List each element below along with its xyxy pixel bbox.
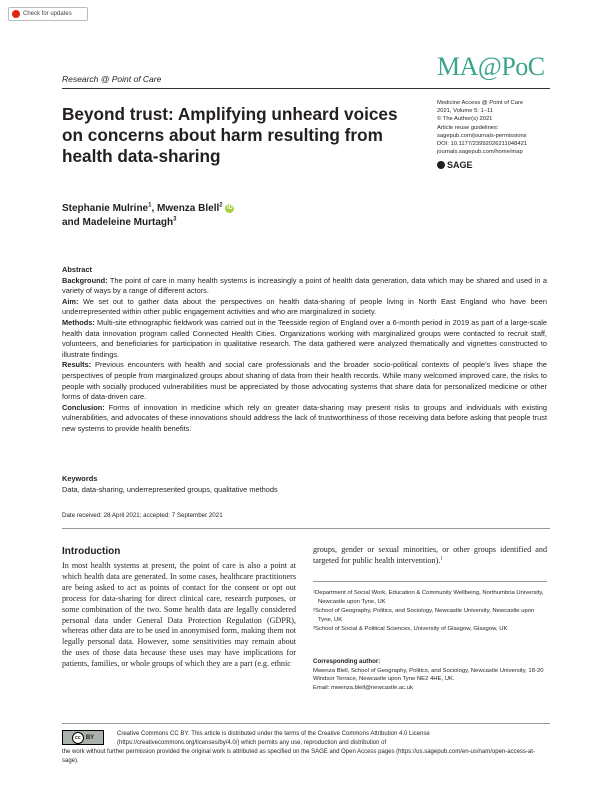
reuse-link[interactable]: sagepub.com/journals-permissions xyxy=(437,132,527,139)
cc-icon: cc xyxy=(72,732,84,744)
aim-text: We set out to gather data about the perspectives on health data-sharing of people living in North East England who have been underrepresented within other public engagement activities and who are marginalized in society. xyxy=(62,296,547,317)
license-text-1: Creative Commons CC BY: This article is distributed under the terms of the Creative Commons Attribution 4.0 License (https://creativecommons.org/licenses/by/4.0/) which permits any use, reproduction and distribution of xyxy=(117,731,430,746)
orcid-icon[interactable]: iD xyxy=(226,204,233,211)
intro-column-2 xyxy=(313,545,547,567)
dates-rule xyxy=(62,528,550,529)
article-meta xyxy=(437,99,557,156)
affiliation-1: ¹Department of Social Work, Education & Community Wellbeing, Northumbria University, Newcastle upon Tyne, UK xyxy=(313,590,544,605)
sage-icon xyxy=(437,161,445,169)
cc-by-badge[interactable] xyxy=(62,730,104,745)
methods-label: Methods: xyxy=(62,317,95,327)
author-2-affil: 2 xyxy=(219,202,223,209)
affiliations xyxy=(313,589,547,635)
keywords-heading: Keywords xyxy=(62,474,98,483)
background-label: Background: xyxy=(62,275,108,285)
corresponding-author xyxy=(313,658,547,692)
results-text: Previous encounters with health and social care professionals and the broader socio-political contexts of people’s lives shape the perspectives of people from marginalized groups about sharing of data from their health records. While many welcomed improved care, the risks to people with socially produced vulnerabilities must be appreciated by those advocating systems that share data for personalized medicine or other forms of data-driven care. xyxy=(62,360,547,402)
conclusion-label: Conclusion: xyxy=(62,402,105,412)
publisher-name: SAGE xyxy=(447,160,473,170)
author-1-affil: 1 xyxy=(148,202,152,209)
author-2: Mwenza Blell xyxy=(157,203,220,214)
copyright: © The Author(s) 2021 xyxy=(437,116,493,123)
author-3: and Madeleine Murtagh xyxy=(62,217,174,228)
author-separator: , xyxy=(151,203,158,214)
journal-name: Medicine Access @ Point of Care xyxy=(437,100,524,106)
corresponding-text: Mwenza Blell, School of Geography, Politics, and Sociology, Newcastle University, 18-20 Windsor Terrace, Newcastle upon Tyne NE2 4HE, UK. xyxy=(313,667,544,683)
badge-label: Check for updates xyxy=(23,11,72,17)
dates: Date received: 28 April 2021; accepted: 7 September 2021 xyxy=(62,512,223,519)
check-for-updates-badge[interactable] xyxy=(8,7,88,21)
license-rule xyxy=(62,723,550,724)
header-rule xyxy=(62,88,550,89)
affiliation-2: ²School of Geography, Politics, and Sociology, Newcastle University, Newcastle upon Tyne, UK xyxy=(313,608,535,623)
authors xyxy=(62,202,362,230)
intro-column-2-text: groups, gender or sexual minorities, or other groups identified and targeted for public health intervention). xyxy=(313,545,547,565)
abstract-heading: Abstract xyxy=(62,265,92,274)
background-text: The point of care in many health systems is increasingly a point of health data generation, data which may be shared and used in a variety of ways by a range of different actors. xyxy=(62,275,547,296)
conclusion-text: Forms of innovation in medicine which rely on greater data-sharing may present risks to groups and individuals with existing vulnerabilities, and advocates of these innovations should address the lack of trustworthiness of those receiving data before asking that people trust new systems to provide health benefits. xyxy=(62,402,547,433)
abstract xyxy=(62,265,547,435)
affiliations-rule xyxy=(313,581,547,582)
journal-home-link[interactable]: journals.sagepub.com/home/map xyxy=(437,149,523,156)
author-1: Stephanie Mulrine xyxy=(62,203,149,214)
corresponding-heading: Corresponding author: xyxy=(313,658,381,665)
section-label: Research @ Point of Care xyxy=(62,74,162,84)
results-label: Results: xyxy=(62,360,92,370)
introduction-heading: Introduction xyxy=(62,546,121,557)
crossmark-icon xyxy=(12,10,20,18)
keywords-text: Data, data-sharing, underrepresented groups, qualitative methods xyxy=(62,484,278,494)
doi[interactable]: DOI: 10.1177/23992026211048421 xyxy=(437,141,528,148)
license-text-2: the work without further permission provided the original work is attributed as specified on the SAGE and Open Access pages (https://us.sagepub.com/en-us/nam/open-access-at-sage). xyxy=(62,749,535,764)
methods-text: Multi-site ethnographic fieldwork was carried out in the Teesside region of England over a 6-month period in 2019 as part of a large-scale health data innovation program called Connected Health Cities. Organizations working with marginalized groups were contacted to recruit staff, volunteers, and beneficiaries for participation in qualitative research. The data gathered were analyzed thematically and vignettes constructed to illustrate findings. xyxy=(62,317,547,359)
reuse-label: Article reuse guidelines: xyxy=(437,124,499,131)
journal-logo: MA@PoC xyxy=(437,52,545,81)
aim-label: Aim: xyxy=(62,296,79,306)
affiliation-3: ³School of Social & Political Sciences, University of Glasgow, Glasgow, UK xyxy=(313,626,508,633)
keywords xyxy=(62,474,547,495)
corresponding-email[interactable]: Email: mwenza.blell@newcastle.ac.uk xyxy=(313,684,413,691)
cc-badge-label: BY xyxy=(85,734,95,741)
publisher-logo xyxy=(437,160,473,170)
citation-1[interactable]: 1 xyxy=(440,556,443,562)
volume: 2021, Volume 5: 1–11 xyxy=(437,108,493,115)
article-title: Beyond trust: Amplifying unheard voices on concerns about harm resulting from health data-sharing xyxy=(62,104,398,166)
author-3-affil: 3 xyxy=(173,216,177,223)
intro-column-1: In most health systems at present, the point of care is also a point at which health data are generated. In some cases, healthcare practitioners are being asked to act as points of contact for the consent or opt out process for data-sharing for direct clinical care, research purposes, or some combination of the two. Some health data are legally considered personal data under General Data Protection Regulation (GDPR), whereas other data are to be used in anonymised form, making them not legally personal data. However, some sensitivities may remain about the uses of those data because these uses may have implications for patients, families, or whole groups of which they are a part (e.g. ethnic xyxy=(62,561,296,669)
